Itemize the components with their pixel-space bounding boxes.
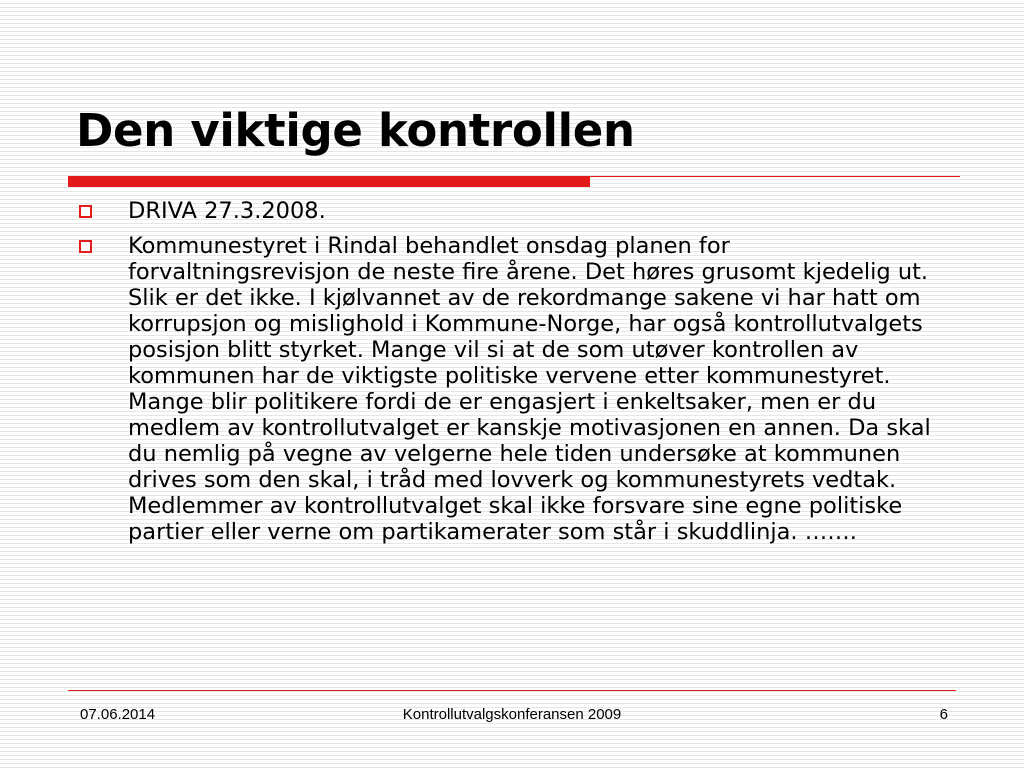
title-underline-accent [68,176,590,187]
footer-title: Kontrollutvalgskonferansen 2009 [402,706,622,723]
bullet-item [76,198,956,224]
bullet-item [76,233,956,545]
bullet-list [76,198,956,554]
page-number: 6 [939,706,948,723]
footer-date: 07.06.2014 [80,706,156,723]
bullet-text: DRIVA 27.3.2008. [128,198,326,224]
hollow-square-icon [79,205,92,218]
hollow-square-icon [79,240,92,253]
footer-divider [68,690,956,691]
bullet-text: Kommunestyret i Rindal behandlet onsdag planen for forvaltningsrevisjon de neste fire årene. Det høres grusomt kjedelig ut. Slik er det ikke. I kjølvannet av de rekordmange sakene vi har hatt om korrupsjon og mislighold i Kommune-Norge, har også kontrollutvalgets posisjon blitt styrket. Mange vil si at de som utøver kontrollen av kommunen har de viktigste politiske vervene etter kommunestyret. Mange blir politikere fordi de er engasjert i enkeltsaker, men er du medlem av kontrollutvalget er kanskje motivasjonen en annen. Da skal du nemlig på vegne av velgerne hele tiden undersøke at kommunen drives som den skal, i tråd med lovverk og kommunestyrets vedtak. Medlemmer av kontrollutvalget skal ikke forsvare sine egne politiske partier eller verne om partikamerater som står i skuddlinja. ……. [128,233,931,545]
title-underline-thin [590,176,960,177]
slide-title: Den viktige kontrollen [76,104,635,157]
